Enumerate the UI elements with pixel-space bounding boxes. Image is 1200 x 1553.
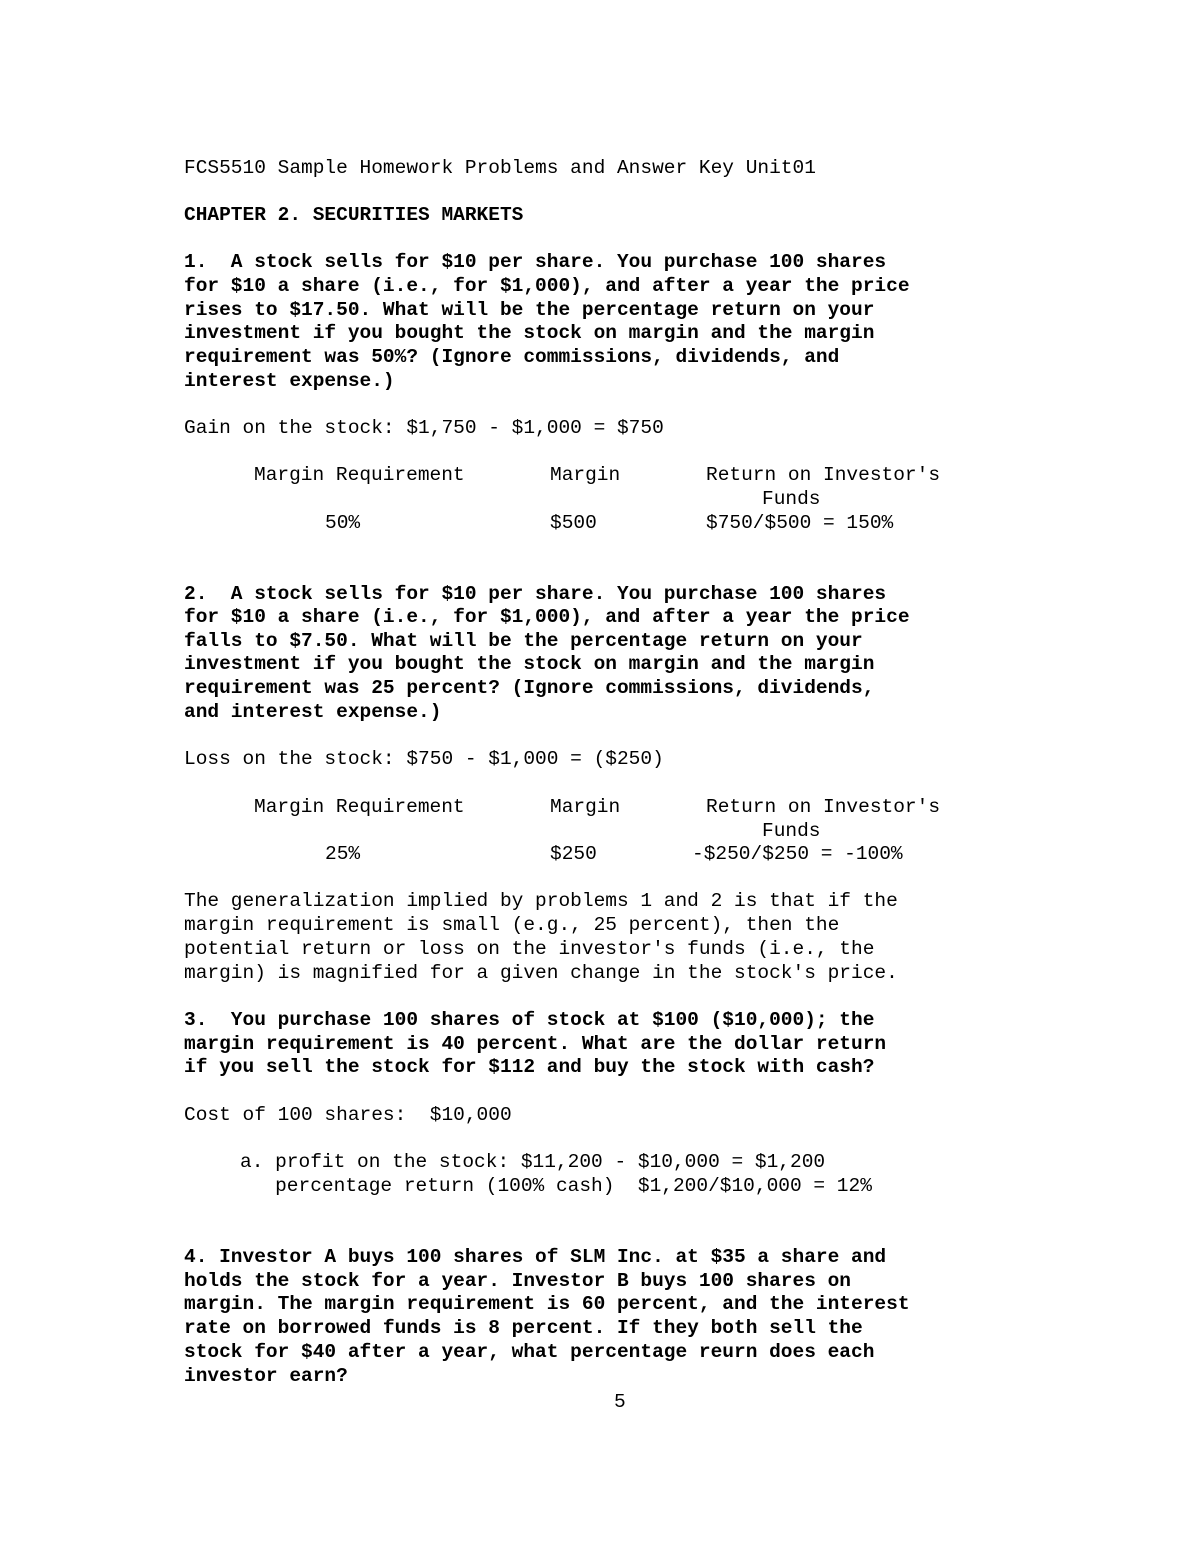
problem-3-line: if you sell the stock for $112 and buy the stock with cash? — [184, 1056, 875, 1078]
table-header-margin-requirement: Margin Requirement — [254, 796, 465, 818]
table-header-return-funds: Funds — [762, 820, 821, 842]
problem-1-line: investment if you bought the stock on margin and the margin — [184, 322, 875, 344]
problem-2-line: and interest expense.) — [184, 701, 442, 723]
table-cell-return: -$250/$250 = -100% — [692, 843, 903, 865]
problem-2-line: 2. A stock sells for $10 per share. You purchase 100 shares — [184, 583, 887, 605]
problem-1-line: 1. A stock sells for $10 per share. You purchase 100 shares — [184, 251, 887, 273]
problem-2-line: investment if you bought the stock on margin and the margin — [184, 653, 875, 675]
generalization-line: margin requirement is small (e.g., 25 percent), then the — [184, 914, 840, 936]
problem-2-line: falls to $7.50. What will be the percentage return on your — [184, 630, 863, 652]
problem-3-line: margin requirement is 40 percent. What are the dollar return — [184, 1033, 887, 1055]
problem-1-line: interest expense.) — [184, 370, 395, 392]
problem-2-answer-intro: Loss on the stock: $750 - $1,000 = ($250) — [184, 748, 664, 770]
page-number: 5 — [614, 1391, 626, 1413]
problem-4-line: investor earn? — [184, 1365, 348, 1387]
generalization-line: margin) is magnified for a given change in the stock's price. — [184, 962, 898, 984]
problem-4-line: margin. The margin requirement is 60 percent, and the interest — [184, 1293, 910, 1315]
problem-1-answer-intro: Gain on the stock: $1,750 - $1,000 = $750 — [184, 417, 664, 439]
problem-3-answer-a-line: percentage return (100% cash) $1,200/$10,000 = 12% — [240, 1175, 872, 1197]
problem-4-line: holds the stock for a year. Investor B buys 100 shares on — [184, 1270, 852, 1292]
document-title: FCS5510 Sample Homework Problems and Answer Key Unit01 — [184, 157, 816, 179]
table-cell-margin-requirement: 50% — [325, 512, 361, 534]
problem-1-line: rises to $17.50. What will be the percentage return on your — [184, 299, 875, 321]
problem-2-line: requirement was 25 percent? (Ignore commissions, dividends, — [184, 677, 875, 699]
table-cell-return: $750/$500 = 150% — [706, 512, 894, 534]
problem-3-answer-a-line: a. profit on the stock: $11,200 - $10,000 = $1,200 — [240, 1151, 826, 1173]
chapter-heading: CHAPTER 2. SECURITIES MARKETS — [184, 204, 524, 226]
table-header-margin: Margin — [550, 796, 621, 818]
table-header-return: Return on Investor's — [706, 464, 941, 486]
table-header-return: Return on Investor's — [706, 796, 941, 818]
table-header-margin-requirement: Margin Requirement — [254, 464, 465, 486]
table-cell-margin-requirement: 25% — [325, 843, 361, 865]
generalization-line: The generalization implied by problems 1 and 2 is that if the — [184, 890, 898, 912]
table-header-margin: Margin — [550, 464, 621, 486]
problem-3-line: 3. You purchase 100 shares of stock at $100 ($10,000); the — [184, 1009, 875, 1031]
generalization-line: potential return or loss on the investor's funds (i.e., the — [184, 938, 875, 960]
table-cell-margin: $250 — [550, 843, 597, 865]
problem-1-line: for $10 a share (i.e., for $1,000), and after a year the price — [184, 275, 910, 297]
problem-4-line: 4. Investor A buys 100 shares of SLM Inc. at $35 a share and — [184, 1246, 887, 1268]
table-cell-margin: $500 — [550, 512, 597, 534]
problem-1-line: requirement was 50%? (Ignore commissions, dividends, and — [184, 346, 840, 368]
problem-3-cost: Cost of 100 shares: $10,000 — [184, 1104, 512, 1126]
problem-2-line: for $10 a share (i.e., for $1,000), and after a year the price — [184, 606, 910, 628]
problem-4-line: stock for $40 after a year, what percentage reurn does each — [184, 1341, 875, 1363]
table-header-return-funds: Funds — [762, 488, 821, 510]
problem-4-line: rate on borrowed funds is 8 percent. If they both sell the — [184, 1317, 863, 1339]
